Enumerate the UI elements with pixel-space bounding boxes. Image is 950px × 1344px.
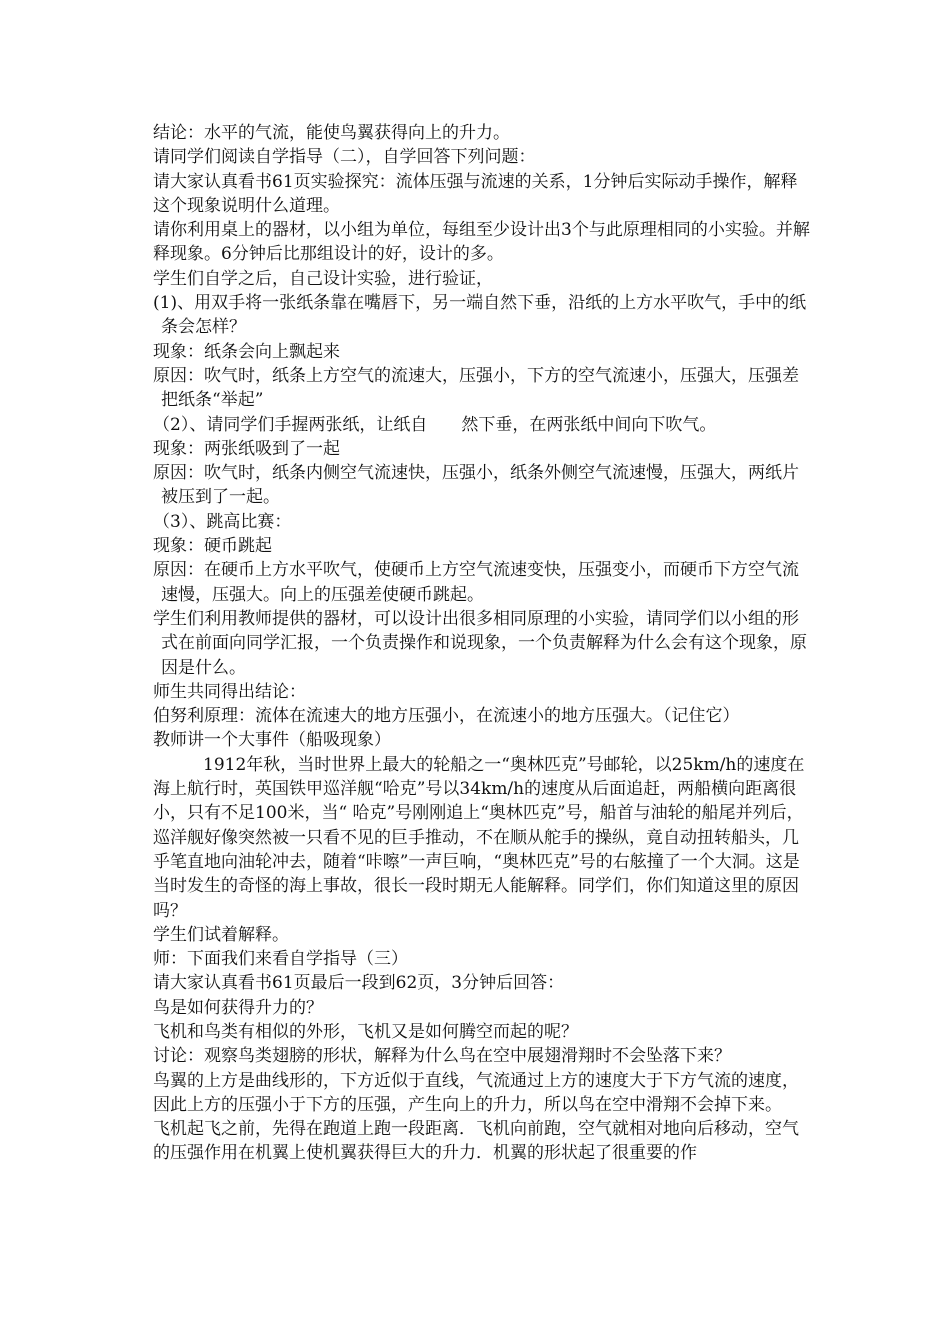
reading-instruction-2: 请大家认真看书61页最后一段到62页，3分钟后回答： [153, 973, 565, 994]
question-plane-lift: 飞机和鸟类有相似的外形，飞机又是如何腾空而起的呢？ [153, 1021, 578, 1042]
bernoulli-principle: 伯努利原理：流体在流速大的地方压强小，在流速小的地方压强大。（记住它） [153, 706, 740, 727]
conclusion-line: 结论：水平的气流，能使鸟翼获得向上的升力。 [153, 123, 510, 143]
students-explain: 学生们试着解释。 [153, 924, 289, 945]
question-bird-lift: 鸟是如何获得升力的？ [153, 997, 323, 1018]
document-body [153, 121, 813, 1166]
experiment-2-reason: 原因：吹气时，纸条内侧空气流速快，压强小，纸条外侧空气流速慢，压强大，两纸片被压到了一起。 [153, 463, 799, 508]
plane-takeoff-explanation: 飞机起飞之前，先得在跑道上跑一段距离．飞机向前跑，空气就相对地向后移动，空气的压强作用在机翼上使机翼获得巨大的升力．机翼的形状起了很重要的作 [153, 1119, 799, 1164]
experiment-2-phenomenon: 现象：两张纸吸到了一起 [153, 438, 340, 459]
experiment-1-step: (1)、用双手将一张纸条靠在嘴唇下，另一端自然下垂，沿纸的上方水平吹气，手中的纸条会怎样？ [153, 293, 807, 338]
joint-conclusion-heading: 师生共同得出结论： [153, 681, 306, 702]
group-design-task: 请你利用桌上的器材，以小组为单位，每组至少设计出3个与此原理相同的小实验。并解释现象。6分钟后比那组设计的好，设计的多。 [153, 220, 810, 265]
experiment-1-reason: 原因：吹气时，纸条上方空气的流速大，压强小，下方的空气流速小，压强大，压强差把纸条“举起” [153, 365, 799, 411]
group-report-instruction: 学生们利用教师提供的器材，可以设计出很多相同原理的小实验，请同学们以小组的形式在前面向同学汇报，一个负责操作和说现象，一个负责解释为什么会有这个现象，原因是什么。 [153, 608, 807, 678]
ship-suction-story: 1912年秋，当时世界上最大的轮船之一“奥林匹克”号邮轮，以25km/h的速度在海上航行时，英国铁甲巡洋舰“哈克”号以34km/h的速度从后面追赶，两船横向距离很小，只有不足100米，当“ 哈克”号刚刚追上“奥林匹克”号，船首与油轮的船尾并列后，巡洋舰好像突然被一只看不见的巨手推动，不在顺从舵手的操纵，竟自动扭转船头，几乎笔直地向油轮冲去，随着“咔嚓”一声巨响，“奥林匹克”号的右舷撞了一个大洞。这是当时发生的奇怪的海上事故，很长一段时期无人能解释。同学们，你们知道这里的原因吗？ [153, 754, 805, 921]
experiment-3-reason: 原因：在硬币上方水平吹气，使硬币上方空气流速变快，压强变小，而硬币下方空气流速慢，压强大。向上的压强差使硬币跳起。 [153, 560, 799, 605]
teacher-story-heading: 教师讲一个大事件（船吸现象） [153, 730, 391, 751]
discussion-prompt: 讨论：观察鸟类翅膀的形状，解释为什么鸟在空中展翅滑翔时不会坠落下来？ [153, 1046, 731, 1067]
experiment-intro: 学生们自学之后，自己设计实验，进行验证， [153, 268, 493, 289]
experiment-2-step: （2）、请同学们手握两张纸，让纸自 然下垂，在两张纸中间向下吹气。 [153, 414, 717, 435]
self-study-guide-3-intro: 师：下面我们来看自学指导（三） [153, 949, 408, 970]
experiment-3-step: （3）、跳高比赛： [153, 511, 292, 532]
reading-instruction: 请大家认真看书61页实验探究：流体压强与流速的关系，1分钟后实际动手操作，解释这个现象说明什么道理。 [153, 171, 798, 216]
experiment-1-phenomenon: 现象：纸条会向上飘起来 [153, 341, 340, 362]
self-study-guide-2-intro: 请同学们阅读自学指导（二），自学回答下列问题： [153, 147, 536, 168]
bird-wing-explanation: 鸟翼的上方是曲线形的，下方近似于直线，气流通过上方的速度大于下方气流的速度，因此上方的压强小于下方的压强，产生向上的升力，所以鸟在空中滑翔不会掉下来。 [153, 1070, 799, 1115]
experiment-3-phenomenon: 现象：硬币跳起 [153, 536, 272, 557]
